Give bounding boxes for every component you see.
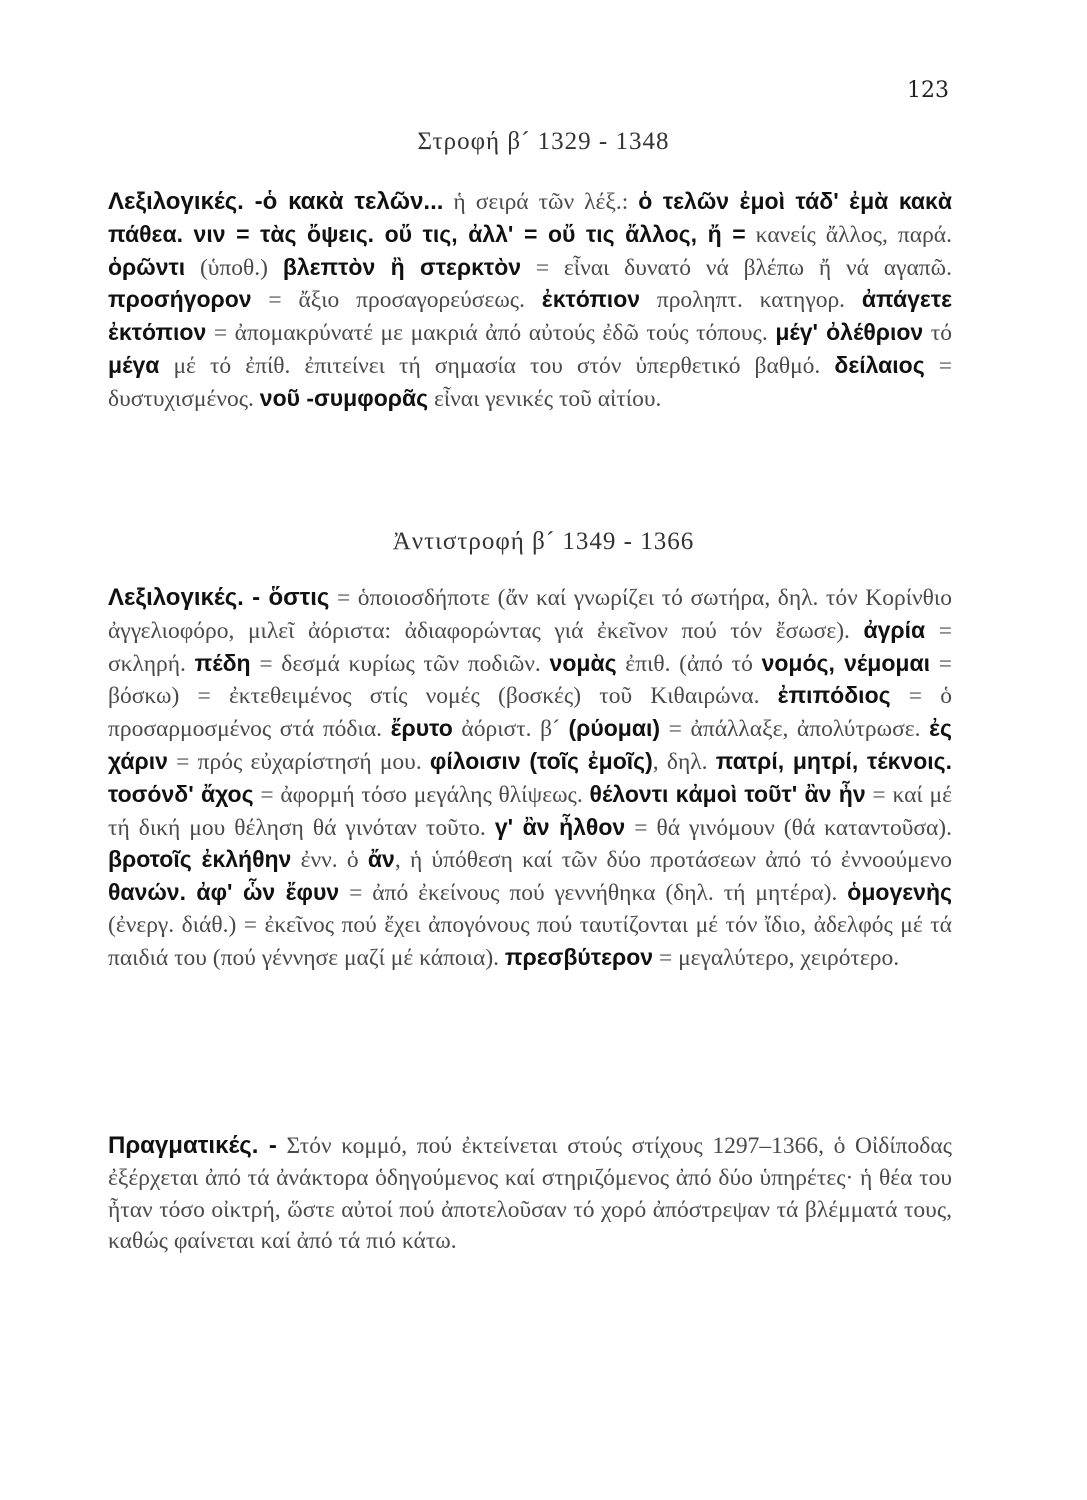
section-heading-strophe: Στροφή β´ 1329 - 1348 xyxy=(417,128,670,155)
paragraph-lexical-strophe: Λεξιλογικές. -ὁ κακὰ τελῶν... ἡ σειρά τῶν λέξ.: ὁ τελῶν ἐμοὶ τάδ' ἐμὰ κακὰ πάθεα. νιν = τὰς ὄψεις. οὔ τις, ἀλλ' = οὔ τις ἄλλος, ἤ = κανείς ἄλλος, παρά. ὁρῶντι (ὑποθ.) βλεπτὸν ἢ στερκτὸν = εἶναι δυνατό νά βλέπω ἤ νά αγαπῶ. προσήγορον = ἄξιο προσαγορεύσεως. ἐκτόπιον προληπτ. κατηγορ. ἀπάγετε ἐκτόπιον = ἀπομακρύνατέ με μακριά ἀπό αὐτούς ἐδῶ τούς τόπους. μέγ' ὀλέθριον τό μέγα μέ τό ἐπίθ. ἐπιτείνει τή σημασία του στόν ὑπερθετικό βαθμό. δείλαιος = δυστυχισμένος. νοῦ -συμφορᾶς εἶναι γενικές τοῦ αἰτίου. xyxy=(108,188,953,412)
page-number: 123 xyxy=(907,78,949,103)
paragraph-lexical-antistrophe: Λεξιλογικές. - ὅστις = ὁποιοσδήποτε (ἄν καί γνωρίζει τό σωτήρα, δηλ. τόν Κορίνθιο ἀγγελιοφόρο, μιλεῖ ἀόριστα: ἀδιαφορώντας γιά ἐκεῖνον πού τόν ἔσωσε). ἀγρία = σκληρή. πέδη = δεσμά κυρίως τῶν ποδιῶν. νομὰς ἐπιθ. (ἀπό τό νομός, νέμομαι = βόσκω) = ἐκτεθειμένος στίς νομές (βοσκές) τοῦ Κιθαιρώνα. ἐπιπόδιος = ὁ προσαρμοσμένος στά πόδια. ἔρυτο ἀόριστ. β´ (ρύομαι) = ἀπάλλαξε, ἀπολύτρωσε. ἐς χάριν = πρός εὐχαρίστησή μου. φίλοισιν (τοῖς ἐμοῖς), δηλ. πατρί, μητρί, τέκνοις. τοσόνδ' ἄχος = ἀφορμή τόσο μεγάλης θλίψεως. θέλοντι κἀμοὶ τοῦτ' ἂν ἦν = καί μέ τή δική μου θέληση θά γινόταν τοῦτο. γ' ἂν ἦλθον = θά γινόμουν (θά καταντοῦσα). βροτοῖς ἐκλήθην ἐνν. ὁ ἄν, ἡ ὑπόθεση καί τῶν δύο προτάσεων ἀπό τό ἐννοούμενο θανών. ἀφ' ὧν ἔφυν = ἀπό ἐκείνους πού γεννήθηκα (δηλ. τή μητέρα). ὁμογενὴς (ἐνεργ. διάθ.) = ἐκεῖνος πού ἔχει ἀπογόνους πού ταυτίζονται μέ τόν ἴδιο, ἀδελφός μέ τά παιδιά του (πού γέννησε μαζί μέ κάποια). πρεσβύτερον = μεγαλύτερο, χειρότερο. xyxy=(108,584,953,971)
section-heading-antistrophe: Ἀντιστροφή β´ 1349 - 1366 xyxy=(392,528,695,555)
paragraph-factual: Πραγματικές. - Στόν κομμό, πού ἐκτείνεται στούς στίχους 1297–1366, ὁ Οἰδίποδας ἐξέρχεται ἀπό τά ἀνάκτορα ὁδηγούμενος καί στηριζόμενος ἀπό δύο ὑπηρέτες· ἡ θέα του ἦταν τόσο οἰκτρή, ὥστε αὐτοί πού ἀποτελοῦσαν τό χορό ἀπόστρεψαν τά βλέμματά τους, καθώς φαίνεται καί ἀπό τά πιό κάτω. xyxy=(108,1132,952,1255)
